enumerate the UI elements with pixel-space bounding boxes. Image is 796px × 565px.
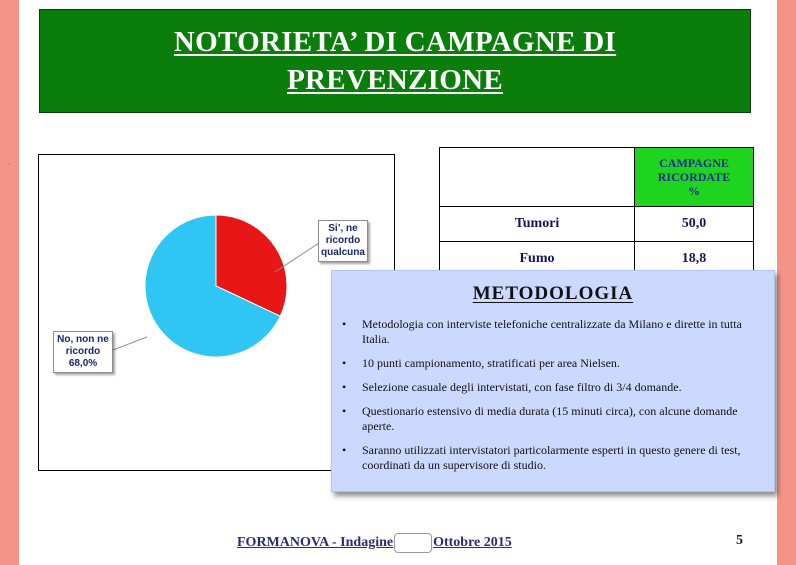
data-label-yes-line: Si’, ne (328, 223, 358, 234)
data-label-no-line: No, non ne (57, 334, 109, 345)
slide-title-line-1: NOTORIETA’ DI CAMPAGNE DI (173, 26, 617, 58)
footer-gap-box (394, 533, 432, 553)
metodologia-title: METODOLOGIA (472, 283, 634, 304)
data-label-yes-line: qualcuna (321, 247, 365, 258)
header-line: RICORDATE (657, 170, 731, 184)
table-header-campagne (635, 148, 754, 207)
table-header-row (440, 148, 754, 207)
right-margin-bar (777, 0, 796, 565)
table-cell-value: 50,0 (635, 207, 754, 242)
footer-text (237, 533, 512, 553)
metodologia-list (342, 317, 762, 482)
list-item: • 10 punti campionamento, stratificati per area Nielsen. (342, 356, 762, 371)
page-number: 5 (736, 533, 743, 548)
data-label-yes-line: ricordo (325, 235, 361, 246)
leader-line-no (113, 337, 147, 350)
slide-title-box (39, 9, 751, 113)
left-margin-bar (0, 0, 19, 565)
data-label-no (53, 331, 113, 373)
table-cell-label: Fumo (440, 242, 635, 277)
table-header-empty (440, 148, 635, 207)
data-label-yes (318, 220, 368, 262)
data-label-no-line: ricordo (65, 346, 101, 357)
list-item: • Selezione casuale degli intervistati, con fase filtro di 3/4 domande. (342, 380, 762, 395)
table-row (440, 207, 754, 242)
table-cell-value: 18,8 (635, 242, 754, 277)
list-item: • Questionario estensivo di media durata (15 minuti circa), con alcune domande aperte. (342, 404, 762, 434)
stray-dot: · (8, 160, 11, 169)
footer-right: Ottobre 2015 (433, 535, 512, 551)
list-item: • Saranno utilizzati intervistatori particolarmente esperti in questo genere di test, coordinati da un supervisore di studio. (342, 443, 762, 473)
header-line: % (688, 184, 700, 198)
slide-title-line-2: PREVENZIONE (287, 64, 503, 96)
table-cell-label: Tumori (440, 207, 635, 242)
footer-left: FORMANOVA - Indagine (237, 535, 394, 551)
list-item: • Metodologia con interviste telefoniche centralizzate da Milano e dirette in tutta Italia. (342, 317, 762, 347)
header-line: CAMPAGNE (659, 156, 729, 170)
metodologia-box (331, 270, 775, 492)
campaign-table (439, 147, 754, 277)
data-label-no-line: 68,0% (68, 358, 98, 369)
